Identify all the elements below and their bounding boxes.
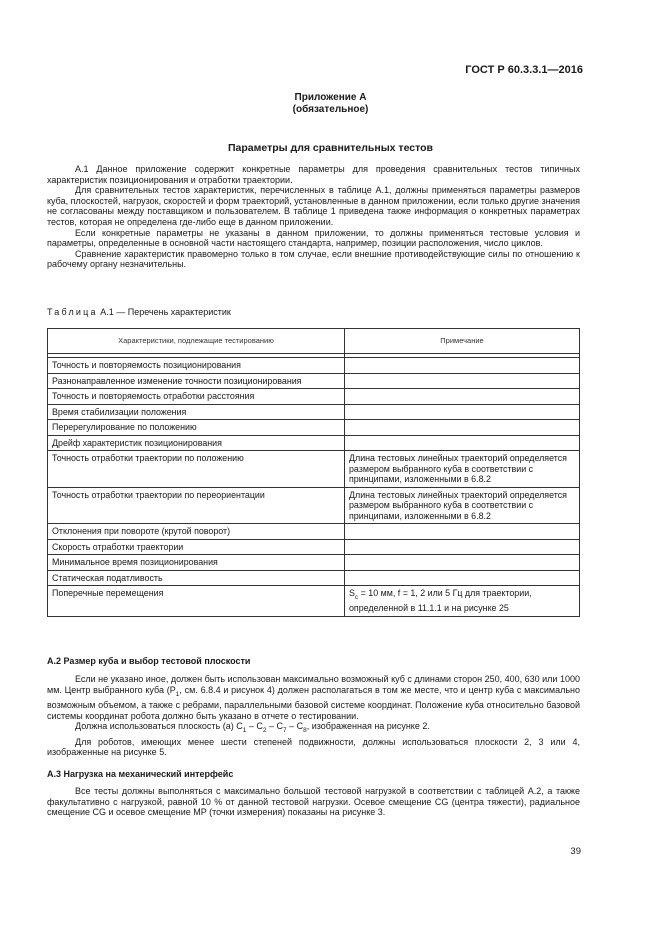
note-cell	[345, 373, 580, 389]
intro-paragraph-1: А.1 Данное приложение содержит конкретные параметры для проведения сравнительных тестов типичных характеристик позиционирования и отработки траектории.	[47, 164, 580, 185]
table-row	[48, 451, 580, 488]
characteristics-table	[47, 328, 580, 617]
note-cell	[345, 435, 580, 451]
annex-heading: Параметры для сравнительных тестов	[227, 142, 433, 154]
section-a2	[47, 674, 580, 758]
characteristic-cell: Перерегулирование по положению	[48, 420, 345, 436]
standard-code: ГОСТ Р 60.3.3.1—2016	[465, 64, 583, 76]
table-row	[48, 404, 580, 420]
table-row	[48, 389, 580, 405]
a2-paragraph-1: Если не указано иное, должен быть использован максимально возможный куб с длинами сторон 250, 400, 630 или 1000 мм. Центр выбранного куба ($P_1$, см. 6.8.4 и рисунок 4) должен располагаться в том же месте, что и центр куба с максимально возможным объемом, а также с ребрами, параллельными базовой системе координат. Положение куба относительно базовой системы координат робота должно быть указано в отчете о тестировании.	[47, 674, 581, 721]
note-cell	[345, 389, 580, 405]
note-cell	[345, 524, 580, 540]
annex-title-block	[0, 92, 661, 116]
table-caption-label: Таблица	[47, 307, 98, 317]
intro-paragraph-2: Для сравнительных тестов характеристик, перечисленных в таблице А.1, должны применяться параметры размеров куба, плоскостей, нагрузок, скоростей и форм траекторий, установленные в данном приложении, если только другие значения не согласованы между поставщиком и пользователем. В таблице 1 приведена также информация о конкретных параметрах тестов, которая не определена где-либо еще в данном приложении.	[47, 185, 580, 227]
table-row	[48, 539, 580, 555]
characteristic-cell: Дрейф характеристик позиционирования	[48, 435, 345, 451]
characteristic-cell: Минимальное время позиционирования	[48, 555, 345, 571]
intro-section	[47, 164, 580, 270]
table-caption	[47, 307, 231, 317]
characteristic-cell: Точность и повторяемость позиционирования	[48, 358, 345, 374]
table-row	[48, 373, 580, 389]
characteristic-cell: Время стабилизации положения	[48, 404, 345, 420]
characteristic-cell: Разнонаправленное изменение точности позиционирования	[48, 373, 345, 389]
a3-paragraph-1: Все тесты должны выполняться с максимально большой тестовой нагрузкой в соответствии с таблицей А.2, а также факультативно с нагрузкой, равной 10 % от данной тестовой нагрузки. Осевое смещение CG (центра тяжести), радиальное смещение CG и осевое смещение MP (точки измерения) показаны на рисунке 3.	[47, 786, 580, 818]
characteristic-cell: Точность отработки траектории по положению	[48, 451, 345, 488]
note-cell	[345, 555, 580, 571]
note-cell: Длина тестовых линейных траекторий определяется размером выбранного куба в соответствии с принципами, изложенными в 6.8.2	[345, 487, 580, 524]
table-row	[48, 586, 580, 617]
annex-title: Приложение А	[294, 92, 367, 103]
note-cell	[345, 358, 580, 374]
table-row	[48, 420, 580, 436]
table-body	[48, 354, 580, 617]
characteristic-cell: Скорость отработки траектории	[48, 539, 345, 555]
a2-paragraph-3: Для роботов, имеющих менее шести степеней подвижности, должны использоваться плоскости 2, 3 или 4, изображенные на рисунке 5.	[47, 736, 580, 758]
characteristic-cell: Поперечные перемещения	[48, 586, 345, 617]
note-cell: Длина тестовых линейных траекторий определяется размером выбранного куба в соответствии с принципами, изложенными в 6.8.2	[345, 451, 580, 488]
section-a2-heading: А.2 Размер куба и выбор тестовой плоскости	[47, 656, 251, 666]
note-cell	[345, 570, 580, 586]
intro-paragraph-3: Если конкретные параметры не указаны в данном приложении, то должны применяться тестовые условия и параметры, определенные в основной части настоящего стандарта, например, позиции расположения, число циклов.	[47, 227, 580, 249]
characteristic-cell: Отклонения при повороте (крутой поворот)	[48, 524, 345, 540]
note-cell	[345, 539, 580, 555]
table-row	[48, 358, 580, 374]
section-a3	[47, 786, 580, 818]
table-row	[48, 555, 580, 571]
table-row	[48, 487, 580, 524]
note-cell	[345, 420, 580, 436]
table-row	[48, 570, 580, 586]
table-row	[48, 524, 580, 540]
table-header-row	[48, 329, 580, 354]
col-header-characteristic: Характеристики, подлежащие тестированию	[48, 329, 345, 354]
col-header-note: Примечание	[345, 329, 580, 354]
characteristic-cell: Точность отработки траектории по переориентации	[48, 487, 345, 524]
characteristic-cell: Точность и повторяемость отработки расстояния	[48, 389, 345, 405]
note-cell: $S_c = 10$ мм, f = 1, 2 или 5 Гц для траектории, определенной в 11.1.1 и на рисунке 25	[345, 586, 580, 617]
section-a3-heading: А.3 Нагрузка на механический интерфейс	[47, 769, 234, 779]
intro-paragraph-4: Сравнение характеристик правомерно только в том случае, если внешние противодействующие силы по отношению к рабочему органу незначительны.	[47, 248, 580, 270]
table-caption-text: А.1 — Перечень характеристик	[100, 307, 231, 317]
page-number: 39	[570, 846, 581, 857]
table-row	[48, 435, 580, 451]
note-cell	[345, 404, 580, 420]
characteristic-cell: Статическая податливость	[48, 570, 345, 586]
a2-paragraph-2: Должна использоваться плоскость (a) $C_1 - C_2 - C_7 - C_8$, изображенная на рисунке 2.	[75, 721, 430, 734]
annex-status: (обязательное)	[292, 104, 369, 115]
